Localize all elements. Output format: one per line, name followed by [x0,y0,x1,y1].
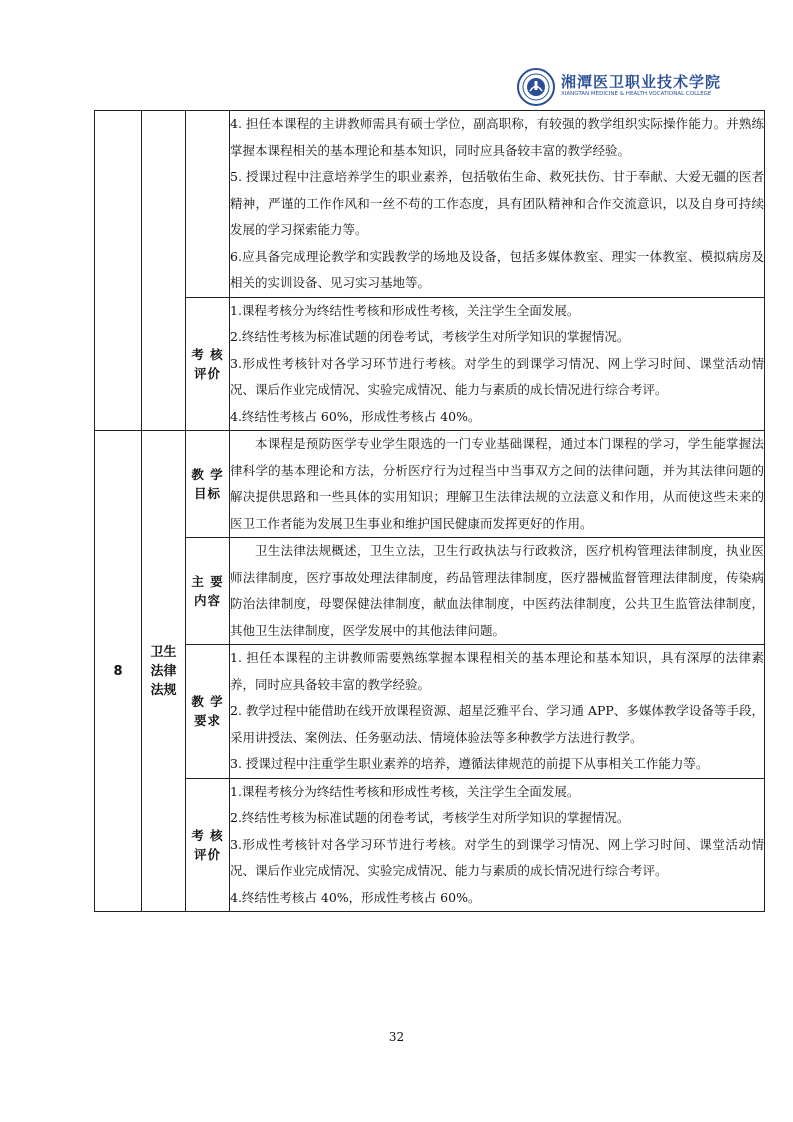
list-item: 1.课程考核分为终结性考核和形成性考核，关注学生全面发展。 [230,783,580,799]
list-item: 2.终结性考核为标准试题的闭卷考试，考核学生对所学知识的掌握情况。 [230,810,630,825]
table-row [95,297,765,431]
list-item: 5. 授课过程中注意培养学生的职业素养，包括敬佑生命、救死扶伤、甘于奉献、大爱无疆的医者精神，严谨的工作作风和一丝不苟的工作态度，具有团队精神和合作交流意识，以及自身可持续发展的学习探索能力等。 [230,169,764,237]
prev-assessment-cell [230,297,765,431]
school-seal-icon [517,68,555,106]
list-item: 3. 授课过程中注重学生职业素养的培养，遵循法律规范的前提下从事相关工作能力等。 [230,756,709,771]
assessment-cell [230,778,765,912]
prev-req-label-cell [186,111,230,298]
prev-course-cell [142,111,186,431]
list-item: 4.终结性考核占 60%，形成性考核占 40%。 [230,408,481,424]
curriculum-table [94,110,765,912]
goal-cell [230,431,765,538]
table-row [95,111,765,298]
prev-number-cell [95,111,142,431]
school-name-en: XIANGTAN MEDICINE & HEALTH VOCATIONAL COLLEGE [561,91,712,97]
list-item: 1.课程考核分为终结性考核和形成性考核，关注学生全面发展。 [230,302,580,318]
table-row [95,778,765,912]
list-item: 3.形成性考核针对各学习环节进行考核。对学生的到课学习情况、网上学习时间、课堂活动情况、课后作业完成情况、实验完成情况、能力与素质的成长情况进行综合考评。 [230,836,764,878]
school-name: 湘潭医卫职业技术学院 [561,73,722,91]
course-name: 卫生 法律 法规 [142,431,186,912]
list-item: 2.终结性考核为标准试题的闭卷考试，考核学生对所学知识的掌握情况。 [230,329,630,344]
requirements-label: 教 学 要求 [186,645,230,779]
list-item: 4.终结性考核占 40%，形成性考核占 60%。 [230,889,481,905]
assessment-label: 考 核 评价 [186,778,230,912]
course-number: 8 [95,431,142,912]
school-logo [517,68,732,106]
content-text: 卫生法律法规概述，卫生立法，卫生行政执法与行政救济，医疗机构管理法律制度，执业医师法律制度，医疗事故处理法律制度，药品管理法律制度，医疗器械监督管理法律制度，传染病防治法律制度，母婴保健法律制度，献血法律制度，中医药法律制度，公共卫生监管法律制度，其他卫生法律制度，医学发展中的其他法律问题。 [230,543,764,638]
goal-label: 教 学 目标 [186,431,230,538]
prev-requirements-cell [230,111,765,298]
content-cell [230,538,765,645]
list-item: 6.应具备完成理论教学和实践教学的场地及设备，包括多媒体教室、理实一体教室、模拟病房及相关的实训设备、见习实习基地等。 [230,248,764,290]
prev-assessment-label: 考 核 评价 [186,297,230,431]
content-label: 主 要 内容 [186,538,230,645]
list-item: 4. 担任本课程的主讲教师需具有硕士学位，副高职称，有较强的教学组织实际操作能力。并熟练掌握本课程相关的基本理论和基本知识，同时应具备较丰富的教学经验。 [230,116,764,158]
list-item: 1. 担任本课程的主讲教师需要熟练掌握本课程相关的基本理论和基本知识，具有深厚的法律素养，同时应具备较丰富的教学经验。 [230,650,764,692]
list-item: 3.形成性考核针对各学习环节进行考核。对学生的到课学习情况、网上学习时间、课堂活动情况、课后作业完成情况、实验完成情况、能力与素质的成长情况进行综合考评。 [230,355,764,397]
list-item: 2. 教学过程中能借助在线开放课程资源、超星泛雅平台、学习通 APP、多媒体教学设备等手段，采用讲授法、案例法、任务驱动法、情境体验法等多种教学方法进行教学。 [230,703,764,745]
table-row [95,538,765,645]
table-row [95,645,765,779]
goal-text: 本课程是预防医学专业学生限选的一门专业基础课程，通过本门课程的学习，学生能掌握法律科学的基本理论和方法，分析医疗行为过程当中当事双方之间的法律问题，并为其法律问题的解决提供思路和一些具体的实用知识；理解卫生法律法规的立法意义和作用，从而使这些未来的医卫工作者能为发展卫生事业和维护国民健康而发挥更好的作用。 [230,436,764,531]
table-row [95,431,765,538]
page-number: 32 [388,1030,405,1044]
requirements-cell [230,645,765,779]
